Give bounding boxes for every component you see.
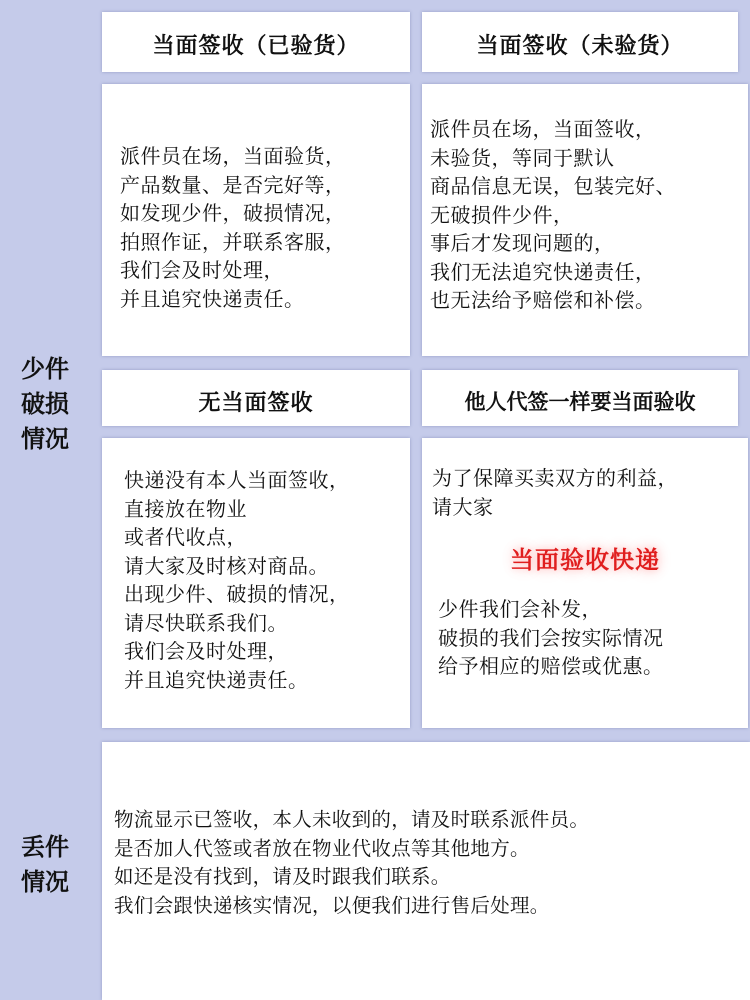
text-line: 物流显示已签收，本人未收到的，请及时联系派件员。 bbox=[114, 808, 590, 831]
header-not-inspected-title: 当面签收（未验货） bbox=[476, 34, 684, 59]
text-line: 快递没有本人当面签收， bbox=[124, 468, 350, 492]
header-proxy-sign-title: 他人代签一样要当面验收 bbox=[464, 390, 696, 414]
text-line: 为了保障买卖双方的利益， bbox=[432, 466, 678, 490]
header-no-face-sign-title: 无当面签收 bbox=[198, 391, 314, 416]
body-proxy-sign-intro bbox=[432, 464, 678, 521]
header-proxy-sign bbox=[422, 370, 738, 426]
text-line: 派件员在场，当面签收， bbox=[430, 117, 656, 141]
text-line: 我们会跟快递核实情况，以便我们进行售后处理。 bbox=[114, 893, 550, 917]
text-line: 并且追究快递责任。 bbox=[120, 286, 305, 311]
text-line: 产品数量、是否完好等， bbox=[120, 172, 346, 197]
text-line: 也无法给予赔偿和补偿。 bbox=[430, 288, 656, 312]
body-not-inspected bbox=[422, 84, 748, 356]
text-line: 请尽快联系我们。 bbox=[124, 610, 288, 635]
text-line: 我们会及时处理， bbox=[124, 639, 288, 663]
side-label-missing-damaged bbox=[0, 352, 90, 457]
text-line: 给予相应的赔偿或优惠。 bbox=[438, 654, 664, 678]
text-line: 如发现少件，破损情况， bbox=[120, 201, 346, 225]
highlight-inspect-delivery: 当面验收快递 bbox=[510, 546, 660, 574]
text-line: 直接放在物业 bbox=[124, 496, 247, 521]
text-line: 或者代收点， bbox=[124, 525, 247, 549]
side-label-line: 情况 bbox=[21, 868, 69, 896]
text-line: 我们无法追究快递责任， bbox=[430, 259, 656, 284]
text-line: 我们会及时处理， bbox=[120, 258, 284, 282]
header-inspected bbox=[102, 12, 410, 72]
header-inspected-title: 当面签收（已验货） bbox=[152, 34, 360, 59]
text-line: 派件员在场，当面验货， bbox=[120, 144, 346, 168]
body-not-inspected-text bbox=[430, 115, 676, 315]
body-inspected-text bbox=[120, 142, 346, 313]
text-line: 是否加人代签或者放在物业代收点等其他地方。 bbox=[114, 836, 530, 860]
text-line: 事后才发现问题的， bbox=[430, 231, 615, 255]
body-no-face-sign-text bbox=[124, 466, 350, 694]
text-line: 如还是没有找到，请及时跟我们联系。 bbox=[114, 865, 451, 888]
body-lost bbox=[102, 742, 750, 1000]
body-proxy-sign-text bbox=[438, 595, 664, 681]
side-label-line: 丢件 bbox=[21, 833, 69, 861]
side-label-line: 破损 bbox=[21, 390, 69, 418]
header-not-inspected bbox=[422, 12, 738, 72]
text-line: 请大家 bbox=[432, 494, 494, 519]
text-line: 少件我们会补发， bbox=[438, 597, 602, 621]
body-inspected bbox=[102, 84, 410, 356]
body-no-face-sign bbox=[102, 438, 410, 728]
side-label-lost bbox=[0, 830, 90, 900]
text-line: 出现少件、破损的情况， bbox=[124, 582, 350, 606]
side-label-line: 少件 bbox=[21, 355, 69, 383]
body-proxy-sign bbox=[422, 438, 748, 728]
body-lost-text bbox=[114, 806, 589, 920]
text-line: 请大家及时核对商品。 bbox=[124, 553, 329, 578]
text-line: 商品信息无误，包装完好、 bbox=[430, 174, 676, 198]
text-line: 未验货，等同于默认 bbox=[430, 145, 615, 170]
side-label-line: 情况 bbox=[21, 425, 69, 453]
text-line: 并且追究快递责任。 bbox=[124, 667, 309, 692]
text-line: 破损的我们会按实际情况 bbox=[438, 625, 664, 650]
header-no-face-sign bbox=[102, 370, 410, 426]
text-line: 无破损件少件， bbox=[430, 202, 574, 227]
text-line: 拍照作证，并联系客服， bbox=[120, 229, 346, 254]
